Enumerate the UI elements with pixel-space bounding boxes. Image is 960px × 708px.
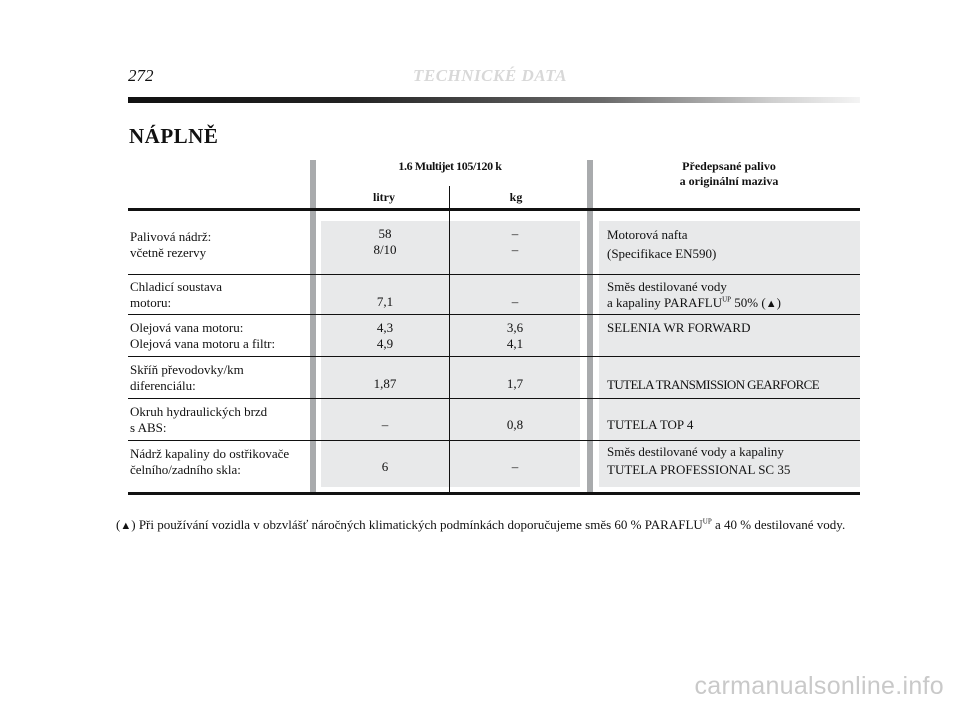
product-text: )	[776, 295, 781, 310]
product-value: TUTELA TRANSMISSION GEARFORCE	[607, 377, 820, 392]
value-line: 8/10	[373, 242, 397, 257]
kg-value: 0,8	[506, 417, 524, 432]
row-separator	[128, 274, 860, 275]
litry-header: litry	[373, 190, 395, 204]
table-row-label	[130, 279, 222, 311]
label-line: Nádrž kapaliny do ostřikovače	[130, 446, 290, 461]
label-line: Palivová nádrž:	[130, 229, 212, 244]
row-separator	[128, 314, 860, 315]
product-value	[607, 444, 790, 478]
label-line: Olejová vana motoru:	[130, 320, 244, 335]
footnote-text: (	[116, 517, 121, 532]
table-row-label	[130, 362, 244, 394]
footnote	[116, 517, 845, 533]
value-line: 4,1	[506, 336, 524, 351]
prescribed-header-line: Předepsané palivo	[682, 159, 776, 173]
label-line: Olejová vana motoru a filtr:	[130, 336, 276, 351]
table-row-label	[130, 446, 289, 478]
kg-value	[450, 226, 580, 258]
product-value: TUTELA TOP 4	[607, 417, 694, 432]
watermark: carmanualsonline.info	[694, 672, 944, 700]
label-line: motoru:	[130, 295, 172, 310]
page-number: 272	[128, 66, 154, 85]
product-value	[607, 227, 716, 262]
litry-value	[321, 226, 449, 258]
row-separator	[128, 398, 860, 399]
row-separator	[128, 356, 860, 357]
litry-value: 1,87	[373, 376, 397, 391]
value-line: –	[511, 242, 519, 257]
triangle-icon: ▲	[120, 520, 132, 532]
kg-value: –	[511, 459, 519, 474]
kg-value: 1,7	[506, 376, 524, 391]
product-line: TUTELA PROFESSIONAL SC 35	[607, 462, 791, 477]
table-bottom-rule	[128, 492, 860, 495]
product-line	[607, 295, 781, 312]
triangle-icon: ▲	[765, 298, 777, 310]
table-row-label	[130, 229, 211, 261]
litry-value: 6	[381, 459, 389, 474]
section-title: NÁPLNĚ	[129, 124, 219, 148]
header-bottom-rule	[128, 208, 860, 211]
litry-value: 7,1	[376, 294, 394, 309]
label-line: včetně rezervy	[130, 245, 207, 260]
label-line: diferenciálu:	[130, 378, 196, 393]
kg-value: –	[511, 294, 519, 309]
product-value: SELENIA WR FORWARD	[607, 320, 751, 335]
value-line: 4,9	[376, 336, 394, 351]
product-line: Motorová nafta	[607, 227, 688, 242]
superscript: UP	[722, 295, 732, 304]
value-line: 3,6	[506, 320, 524, 335]
product-line: Směs destilované vody a kapaliny	[607, 444, 784, 459]
product-text: 50% (	[731, 295, 766, 310]
label-line: čelního/zadního skla:	[130, 462, 241, 477]
prescribed-header	[596, 159, 862, 189]
label-line: Okruh hydraulických brzd	[130, 404, 268, 419]
product-line: (Specifikace EN590)	[607, 246, 717, 261]
footnote-text: a 40 % destilované vody.	[711, 517, 846, 532]
values-gray-background	[321, 221, 580, 487]
label-line: Chladicí soustava	[130, 279, 223, 294]
superscript: UP	[702, 517, 712, 526]
litry-value: –	[381, 417, 389, 432]
table-row-label	[130, 320, 275, 352]
prescribed-header-line: a originální maziva	[679, 174, 779, 188]
table-row-label	[130, 404, 267, 436]
header-rule	[128, 97, 860, 103]
running-title: TECHNICKÉ DATA	[413, 66, 567, 85]
label-line: s ABS:	[130, 420, 167, 435]
product-text: a kapaliny PARAFLU	[607, 295, 723, 310]
product-value	[607, 279, 781, 312]
value-line: –	[511, 226, 519, 241]
kg-header: kg	[509, 190, 523, 204]
kg-value	[450, 320, 580, 352]
row-separator	[128, 440, 860, 441]
product-line: Směs destilované vody	[607, 279, 727, 294]
value-line: 58	[378, 226, 392, 241]
engine-header: 1.6 Multijet 105/120 k	[398, 159, 502, 173]
label-line: Skříň převodovky/km	[130, 362, 244, 377]
value-line: 4,3	[376, 320, 394, 335]
footnote-text: ) Při používání vozidla v obzvlášť náročných klimatických podmínkách doporučujeme směs 60 % PARAFLU	[131, 517, 703, 532]
litry-value	[321, 320, 449, 352]
